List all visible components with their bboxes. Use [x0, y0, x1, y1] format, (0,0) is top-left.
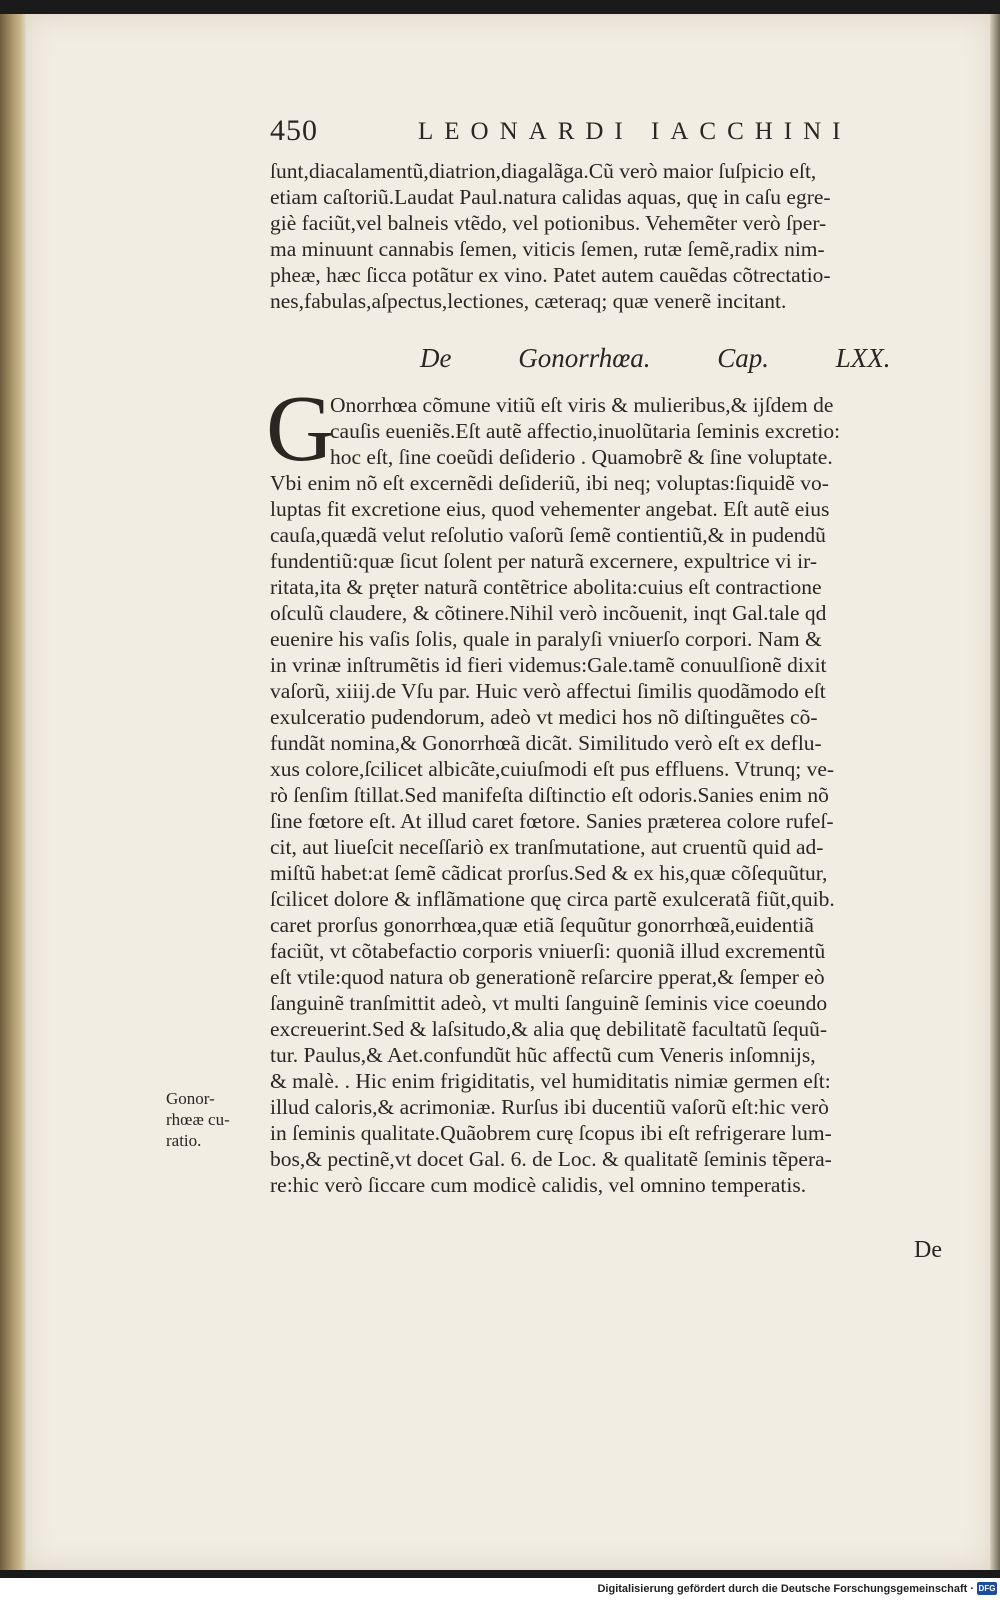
- text-line: vaſorũ, xiiij.de Vſu par. Huic verò affectui ſimilis quodãmodo eſt: [270, 679, 826, 703]
- text-line: pheæ, hæc ſicca potãtur ex vino. Patet autem cauẽdas cõtrectatio-: [270, 263, 831, 287]
- text-line: euenire his vaſis ſolis, quale in paralyſi vniuerſo corpori. Nam &: [270, 627, 822, 651]
- text-line: in vrinæ inſtrumẽtis id fieri videmus:Gale.tamẽ conuulſionẽ dixit: [270, 653, 827, 677]
- text-line: ſanguinẽ tranſmittit adeò, vt multi ſanguinẽ ſeminis vice coeundo: [270, 991, 828, 1015]
- footer-credit: Digitalisierung gefördert durch die Deutsche Forschungsgemeinschaft ·: [597, 1583, 974, 1595]
- text-line: hoc eſt, ſine coeũdi deſiderio . Quamobrẽ & ſine voluptate.: [330, 445, 833, 469]
- page-edge: [990, 14, 1000, 1570]
- text-line: fundentiũ:quæ ſicut ſolent per naturã excernere, expultrice vi ir-: [270, 549, 818, 573]
- text-line: Onorrhœa cõmune vitiũ eſt viris & mulieribus,& ijſdem de: [330, 393, 834, 417]
- text-line: ſcilicet dolore & inflãmatione quę circa partẽ exulceratã fiũt,quib.: [270, 887, 835, 911]
- text-line: excreuerint.Sed & laſsitudo,& alia quę debilitatẽ facultatũ ſequũ-: [270, 1017, 828, 1041]
- text-line: ma minuunt cannabis ſemen, viticis ſemen, rutæ ſemẽ,radix nim-: [270, 237, 825, 261]
- text-line: oſculũ claudere, & cõtinere.Nihil verò incõuenit, inqt Gal.tale qd: [270, 601, 827, 625]
- chapter-title: De Gonorrhœa.: [420, 343, 651, 373]
- margin-note-line: rhœæ cu-: [166, 1110, 230, 1129]
- binding-edge: [0, 14, 26, 1570]
- catchword: De: [914, 1237, 942, 1263]
- margin-note-line: ratio.: [166, 1131, 202, 1150]
- text-line: giè faciũt,vel balneis vtẽdo, vel potionibus. Vehemẽter verò ſper-: [270, 211, 827, 235]
- text-line: cit, aut liueſcit neceſſariò ex tranſmutatione, aut cruentũ quid ad-: [270, 835, 824, 859]
- chapter-heading: [420, 343, 891, 374]
- text-line: nes,fabulas,aſpectus,lectiones, cæteraq; quæ venerẽ incitant.: [270, 289, 787, 313]
- text-line: bos,& pectinẽ,vt docet Gal. 6. de Loc. & qualitatẽ ſeminis tẽpera-: [270, 1147, 832, 1171]
- dfg-logo: DFG: [978, 1584, 996, 1593]
- text-line: ritata,ita & pręter naturã contẽtrice abolita:cuius eſt contractione: [270, 575, 822, 599]
- text-line: illud caloris,& acrimoniæ. Rurſus ibi ducentiũ vaſorũ eſt:hic verò: [270, 1095, 829, 1119]
- margin-note-line: Gonor-: [166, 1089, 215, 1108]
- running-title: LEONARDI IACCHINI: [418, 118, 852, 145]
- text-line: & malè. . Hic enim frigiditatis, vel humiditatis nimiæ germen eſt:: [270, 1069, 831, 1093]
- margin-note: [166, 1088, 262, 1151]
- page-header: [270, 114, 890, 154]
- text-line: luptas fit excretione eius, quod vehementer angebat. Eſt autẽ eius: [270, 497, 830, 521]
- text-line: ſine fœtore eſt. At illud caret fœtore. Sanies præterea colore rufeſ-: [270, 809, 834, 833]
- text-line: re:hic verò ſiccare cum modicè calidis, vel omnino temperatis.: [270, 1173, 807, 1197]
- drop-cap: G: [266, 377, 334, 481]
- text-line: caret prorſus gonorrhœa,quæ etiã ſequũtur gonorrhœã,euidentiã: [270, 913, 814, 937]
- text-line: cauſis eueniẽs.Eſt autẽ affectio,inuolũtaria ſeminis excretio:: [330, 419, 841, 443]
- text-line: in ſeminis qualitate.Quãobrem curę ſcopus ibi eſt refrigerare lum-: [270, 1121, 832, 1145]
- text-line: eſt vtile:quod natura ob generationẽ reſarcire pperat,& ſemper eò: [270, 965, 825, 989]
- text-line: etiam caſtoriũ.Laudat Paul.natura calidas aquas, quę in caſu egre-: [270, 185, 831, 209]
- footer-bar: [0, 1578, 1000, 1603]
- folio-number: 450: [270, 114, 318, 147]
- text-line: cauſa,quædã velut reſolutio vaſorũ ſemẽ contientiũ,& in pudendũ: [270, 523, 826, 547]
- text-line: xus colore,ſcilicet albicãte,cuiuſmodi eſt pus effluens. Vtrunq; ve-: [270, 757, 835, 781]
- text-line: exulceratio pudendorum, adeò vt medici hos nõ diſtinguẽtes cõ-: [270, 705, 818, 729]
- text-line: faciũt, vt cõtabefactio corporis vniuerſi: quoniã illud excrementũ: [270, 939, 826, 963]
- text-line: rò ſenſim ſtillat.Sed manifeſta diſtinctio eſt odoris.Sanies enim nõ: [270, 783, 829, 807]
- chapter-number: Cap. LXX.: [717, 343, 891, 373]
- text-line: miſtũ habet:at ſemẽ cãdicat prorſus.Sed & ex his,quæ cõſequũtur,: [270, 861, 828, 885]
- text-line: Vbi enim nõ eſt excernẽdi deſideriũ, ibi neq; voluptas:ſiquidẽ vo-: [270, 471, 829, 495]
- text-line: tur. Paulus,& Aet.confundũt hũc affectũ cum Veneris inſomnijs,: [270, 1043, 816, 1067]
- text-line: fundãt nomina,& Gonorrhœã dicãt. Similitudo verò eſt ex deflu-: [270, 731, 822, 755]
- text-line: ſunt,diacalamentũ,diatrion,diagalãga.Cũ verò maior ſuſpicio eſt,: [270, 159, 817, 183]
